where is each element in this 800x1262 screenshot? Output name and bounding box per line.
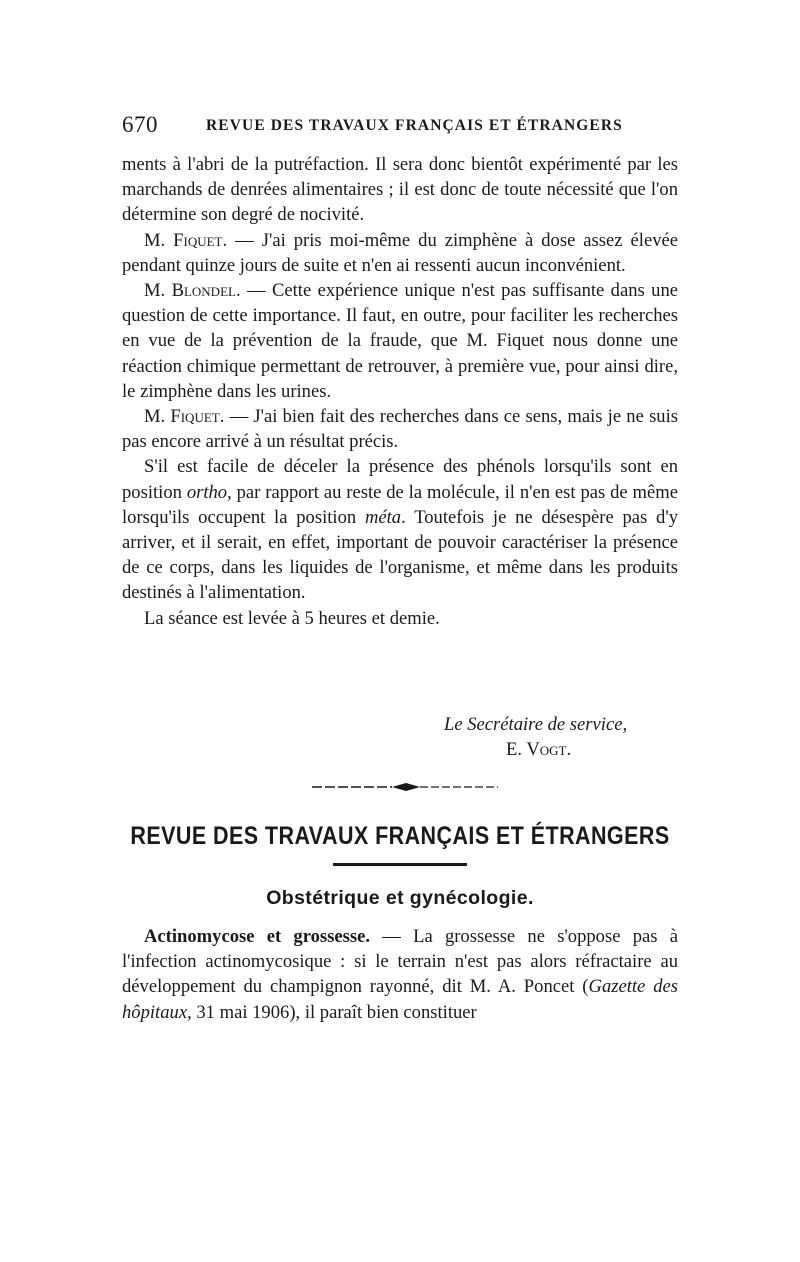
signature-name: E. Vogt. [506,739,572,761]
article-text [122,924,678,1025]
signature-block [444,712,684,762]
italic-term: méta [364,506,402,528]
paragraph-actinomycose: Actinomycose et grossesse. — La grossesse ne s'oppose pas à l'infection actinomycosique : si le terrain n'est pas alors réfractaire au développement du champignon rayonné, dit M. A. Poncet (Gazette des hôpitaux, 31 mai 1906), il paraît bien constituer [122,926,679,1023]
ornament-divider [312,780,498,794]
paragraph-closing: La séance est levée à 5 heures et demie. [144,607,440,629]
running-title: REVUE DES TRAVAUX FRANÇAIS ET ÉTRANGERS [206,117,623,134]
page-number: 670 [122,112,158,137]
journal-citation: Gazette des hôpitaux, [122,976,679,1023]
italic-term: ortho [186,481,228,503]
paragraph-continuation: ments à l'abri de la putréfaction. Il sera donc bientôt expérimenté par les marchands de denrées alimentaires ; il est donc de toute nécessité que l'on détermine son degré de nocivité. [122,154,678,226]
speaker-name: M. Fiquet. [144,229,228,251]
paragraph-fiquet-1: M. Fiquet. — J'ai pris moi-même du zimphène à dose assez élevée pendant quinze jours de suite et n'en ai ressenti aucun inconvénient. [122,229,678,276]
section-title: REVUE DES TRAVAUX FRANÇAIS ET ÉTRANGERS [130,822,670,850]
signature-role: Le Secrétaire de service, [444,714,628,735]
paragraph-fiquet-2: M. Fiquet. — J'ai bien fait des recherches dans ce sens, mais je ne suis pas encore arrivé à un résultat précis. [122,406,679,453]
section-rule [333,863,467,866]
paragraph-blondel: M. Blondel. — Cette expérience unique n'est pas suffisante dans une question de cette importance. Il faut, en outre, pour faciliter les recherches en vue de la prévention de la fraude, que M. Fiquet nous donne une réaction chimique permettant de retrouver, à première vue, pour ainsi dire, le zimphène dans les urines. [122,280,678,402]
minutes-text [122,152,678,631]
subsection-title: Obstétrique et gynécologie. [266,887,534,909]
running-head [122,112,678,142]
speaker-name: M. Fiquet. [144,406,225,428]
article-heading: Actinomycose et grossesse. [144,926,371,947]
paragraph-phenols: S'il est facile de déceler la présence des phénols lorsqu'ils sont en position ortho, par rapport au reste de la molécule, il n'en est pas de même lorsqu'ils occupent la position méta. Toutefois je ne désespère pas d'y arriver, et il serait, en effet, important de pouvoir caractériser la présence de ce corps, dans les liquides de l'organisme, et même dans les produits destinés à l'alimentation. [122,456,678,604]
speaker-name: M. Blondel. [144,280,241,302]
